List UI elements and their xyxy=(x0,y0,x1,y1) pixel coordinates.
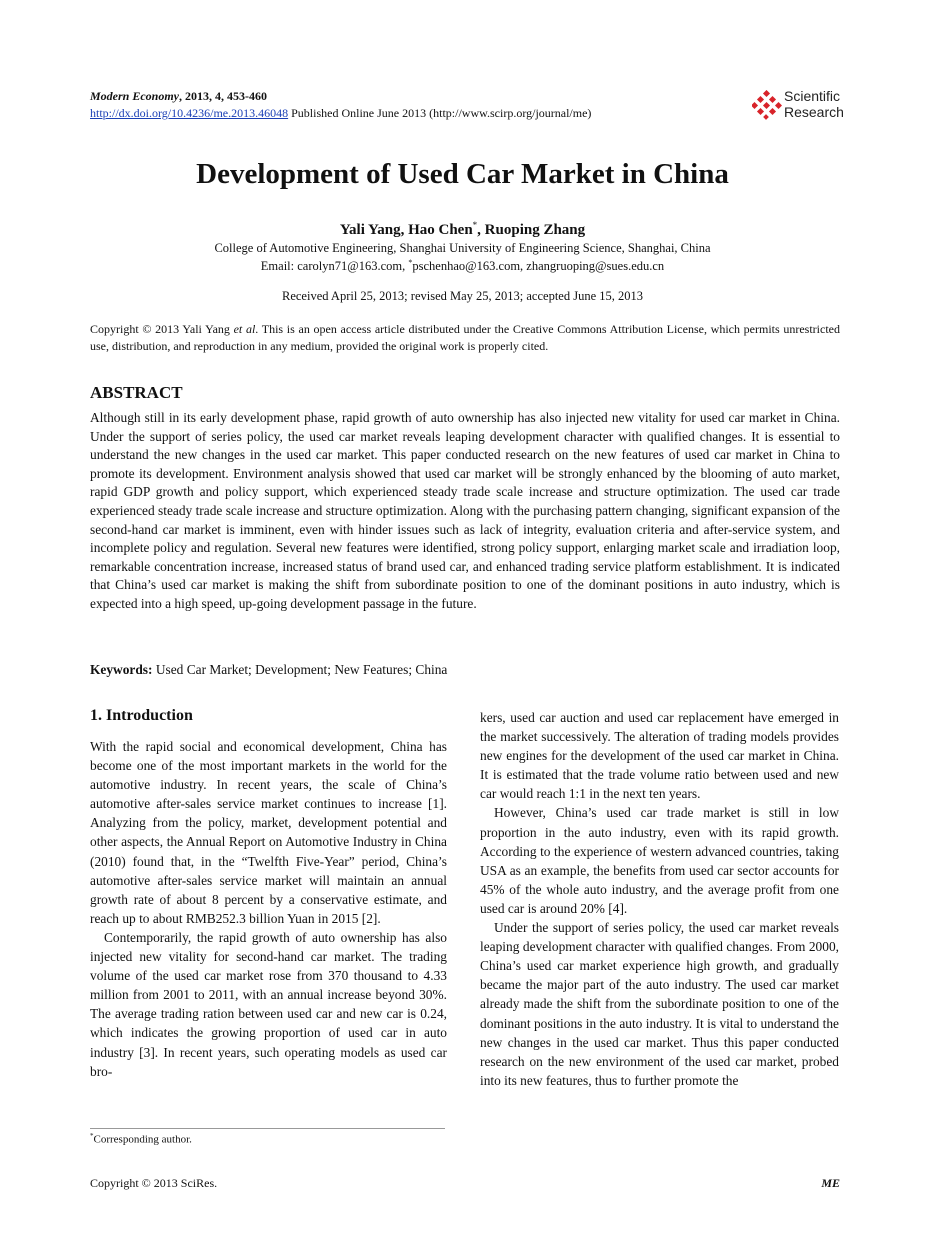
paragraph: With the rapid social and economical development, China has become one of the most important markets in the world for the automotive industry. In recent years, the scale of China’s automotive after-sales service market continues to increase [1]. Analyzing from the policy, market, development potential and other aspects, the Annual Report on Automotive Industry in China (2010) found that, in the “Twelfth Five-Year” period, China’s automotive after-sales service market will maintain an annual growth rate of about 8 percent by a conservative estimate, and reach up to about RMB252.3 billion Yuan in 2015 [2]. xyxy=(90,739,447,926)
affiliation: College of Automotive Engineering, Shanghai University of Engineering Science, Shanghai, China xyxy=(214,241,711,255)
logo-line-2: Research xyxy=(784,104,844,120)
paragraph: kers, used car auction and used car replacement have emerged in the market successively. The alteration of trading models provides new engines for the development of the used car market in China. It is estimated that the trade volume ratio between used and new car would reach 1:1 in the next ten years. xyxy=(480,710,839,802)
footnote-divider xyxy=(90,1128,445,1129)
journal-issue: , 2013, 4, 453-460 xyxy=(179,89,268,103)
footer-journal-abbrev: ME xyxy=(821,1176,840,1190)
footnote-text: Corresponding author. xyxy=(93,1133,192,1146)
paragraph: Contemporarily, the rapid growth of auto ownership has also injected new vitality for second-hand car market. The trading volume of the used car market rose from 370 thousand to 4.33 million from 2001 to 2011, with an annual increase beyond 30%. The average trading ration between used car and new car is 0.24, which indicates the growing proportion of used car in auto industry [3]. In recent years, such operating models as used car bro- xyxy=(90,929,447,1079)
published-info: Published Online June 2013 (http://www.scirp.org/journal/me) xyxy=(288,106,592,120)
paper-title: Development of Used Car Market in China xyxy=(196,158,729,190)
email-star: * xyxy=(408,258,413,267)
email-prefix: Email: carolyn71@163.com, xyxy=(260,259,409,274)
keywords-label: Keywords: xyxy=(90,662,153,677)
authors-part-2: , Ruoping Zhang xyxy=(477,222,586,238)
email-rest: pschenhao@163.com, zhangruoping@sues.edu.cn xyxy=(412,259,665,274)
keywords xyxy=(90,662,840,678)
corresponding-mark: * xyxy=(472,220,478,230)
journal-name: Modern Economy xyxy=(90,89,180,103)
paragraph: Under the support of series policy, the used car market reveals leaping development character with qualified changes. From 2000, China’s used car market experience high growth, and gradually became the major part of the auto industry. The used car market already made the shift from the subordinate position to one of the dominant positions in the auto industry. It is vital to understand the new changes in the used car market. Thus this paper conducted research on the new environment of the used car market, probed into its new features, thus to further promote the xyxy=(480,920,839,1088)
copyright-part-2: . This is an open access article distributed under the Creative Commons Attribution License, which permits unrestricted use, distribution, and reproduction in any medium, provided the original work is properly cited. xyxy=(90,322,840,353)
copyright-notice xyxy=(90,321,840,355)
scientific-research-logo-icon xyxy=(752,90,782,120)
publisher-logo xyxy=(752,88,844,122)
footnote-star: * xyxy=(90,1132,94,1140)
authors xyxy=(0,220,925,239)
logo-text xyxy=(784,88,844,120)
logo-line-1: Scientific xyxy=(784,88,841,104)
keywords-text: Used Car Market; Development; New Features; China xyxy=(152,662,448,677)
section-heading-introduction: 1. Introduction xyxy=(90,707,193,724)
doi-link[interactable]: http://dx.doi.org/10.4236/me.2013.46048 xyxy=(90,106,289,120)
right-column xyxy=(480,708,839,1090)
email-line xyxy=(0,258,925,274)
paragraph: However, China’s used car trade market is still in low proportion in the auto industry, even with its rapid growth. According to the experience of western advanced countries, taking USA as an example, the benefits from used car sector accounts for 45% of the whole auto industry, and the average profit from one used car is around 20% [4]. xyxy=(480,805,839,916)
copyright-etal: et al xyxy=(233,322,256,336)
authors-part-1: Yali Yang, Hao Chen xyxy=(339,222,473,238)
copyright-part-1: Copyright © 2013 Yali Yang xyxy=(90,322,234,336)
footnote xyxy=(90,1132,192,1146)
left-column xyxy=(90,737,447,1081)
abstract-heading: ABSTRACT xyxy=(90,383,183,402)
abstract-text: Although still in its early development phase, rapid growth of auto ownership has also injected new vitality for used car market in China. Under the support of series policy, the used car market reveals leaping development character with qualified changes. It is essential to understand the new changes in the used car market. This paper conducted research on the new features of used car market in China to promote its development. Environment analysis showed that used car market will be strongly enhanced by the blooming of auto market, rapid GDP growth and policy support, which experienced steady trade scale increase and structure optimization. The used car trade experienced steady trade scale increase and structure optimization. Along with the purchasing pattern changing, significant expansion of the second-hand car market is imminent, even with hinder issues such as lack of integrity, evaluation criteria and after-service system, and incomplete policy and regulation. Several new features were identified, strong policy support, enlarging market scale and irradiation loop, remarkable concentration increase, increased status of brand used car, and enhanced trading service platform establishment. It is indicated that China’s used car market is making the shift from subordinate position to one of the dominant positions in auto industry, which is expected into a high speed, up-going development passage in the future. xyxy=(90,410,840,611)
journal-citation xyxy=(90,88,267,105)
doi-line xyxy=(90,105,591,122)
received-dates: Received April 25, 2013; revised May 25, 2013; accepted June 15, 2013 xyxy=(281,289,644,303)
footer-copyright: Copyright © 2013 SciRes. xyxy=(90,1176,218,1190)
